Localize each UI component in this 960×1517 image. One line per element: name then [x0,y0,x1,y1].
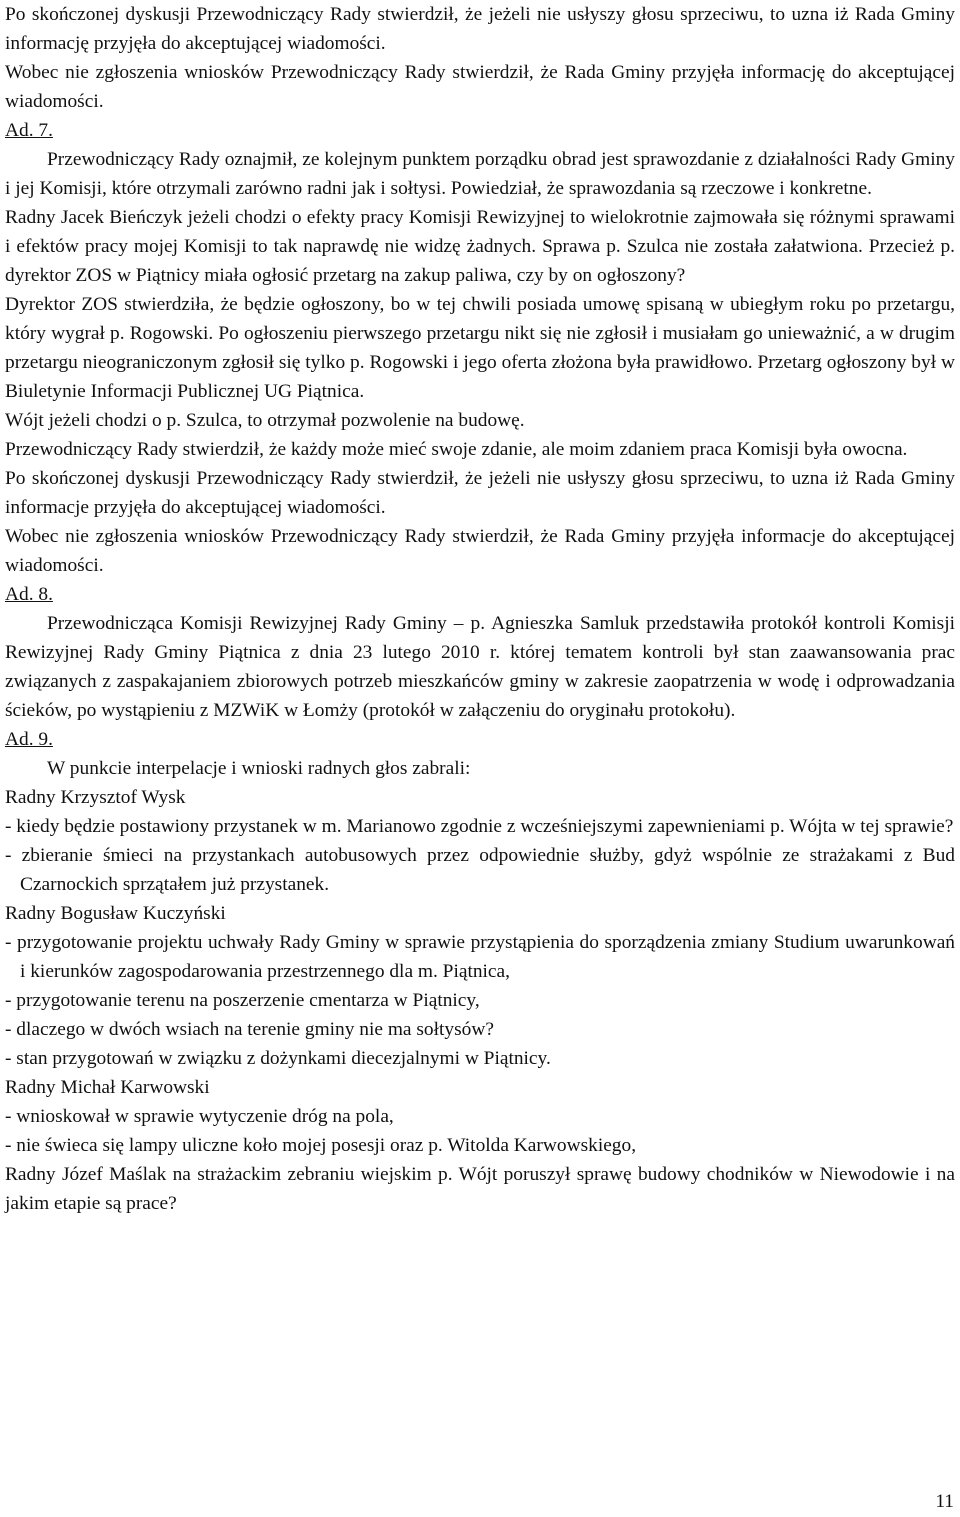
paragraph: Wójt jeżeli chodzi o p. Szulca, to otrzymał pozwolenie na budowę. [5,410,525,431]
paragraph: Po skończonej dyskusji Przewodniczący Rady stwierdził, że jeżeli nie usłyszy głosu sprzeciwu, to uzna iż Rada Gminy informację przyjęła do akceptującej wiadomości. [5,4,955,54]
list-item: - nie świeca się lampy uliczne koło mojej posesji oraz p. Witolda Karwowskiego, [5,1135,637,1156]
list-item: - dlaczego w dwóch wsiach na terenie gminy nie ma sołtysów? [5,1019,494,1040]
paragraph: Wobec nie zgłoszenia wniosków Przewodniczący Rady stwierdził, że Rada Gminy przyjęła informację do akceptującej wiadomości. [5,62,955,112]
list-item: - przygotowanie projektu uchwały Rady Gminy w sprawie przystąpienia do sporządzenia zmiany Studium uwarunkowań i kierunków zagospodarowania przestrzennego dla m. Piątnica, [5,932,955,982]
list-item: - wnioskował w sprawie wytyczenie dróg na pola, [5,1106,394,1127]
paragraph: W punkcie interpelacje i wnioski radnych głos zabrali: [47,758,471,779]
paragraph: Dyrektor ZOS stwierdziła, że będzie ogłoszony, bo w tej chwili posiada umowę spisaną w ubiegłym roku po przetargu, który wygrał p. Rogowski. Po ogłoszeniu pierwszego przetargu nikt się nie zgłosił i musiałam go unieważnić, a w drugim przetargu nieograniczonym zgłosił się tylko p. Rogowski i jego oferta złożona była prawidłowo. Przetarg ogłoszony był w Biuletynie Informacji Publicznej UG Piątnica. [5,294,955,402]
agenda-item-heading: Ad. 9. [5,729,53,750]
paragraph: Po skończonej dyskusji Przewodniczący Rady stwierdził, że jeżeli nie usłyszy głosu sprzeciwu, to uzna iż Rada Gminy informacje przyjęła do akceptującej wiadomości. [5,468,955,518]
agenda-item-heading: Ad. 7. [5,120,53,141]
list-item: - przygotowanie terenu na poszerzenie cmentarza w Piątnicy, [5,990,480,1011]
list-item: - zbieranie śmieci na przystankach autobusowych przez odpowiednie służby, gdyż wspólnie ze strażakami z Bud Czarnockich sprzątałem już przystanek. [5,845,955,895]
paragraph: Radny Jacek Bieńczyk jeżeli chodzi o efekty pracy Komisji Rewizyjnej to wielokrotnie zajmowała się różnymi sprawami i efektów pracy mojej Komisji to tak naprawdę nie widzę żadnych. Sprawa p. Szulca nie została załatwiona. Przecież p. dyrektor ZOS w Piątnicy miała ogłosić przetarg na zakup paliwa, czy by on ogłoszony? [5,207,955,286]
paragraph: Wobec nie zgłoszenia wniosków Przewodniczący Rady stwierdził, że Rada Gminy przyjęła informacje do akceptującej wiadomości. [5,526,955,576]
paragraph: Przewodniczący Rady oznajmił, ze kolejnym punktem porządku obrad jest sprawozdanie z działalności Rady Gminy i jej Komisji, które otrzymali zarówno radni jak i sołtysi. Powiedział, że sprawozdania są rzeczowe i konkretne. [5,149,955,199]
speaker-name: Radny Bogusław Kuczyński [5,903,226,924]
speaker-name: Radny Michał Karwowski [5,1077,210,1098]
paragraph: Przewodnicząca Komisji Rewizyjnej Rady Gminy – p. Agnieszka Samluk przedstawiła protokół kontroli Komisji Rewizyjnej Rady Gminy Piątnica z dnia 23 lutego 2010 r. której tematem kontroli był stan zaawansowania prac związanych z zaspakajaniem zbiorowych potrzeb mieszkańców gminy w zakresie zaopatrzenia w wodę i odprowadzania ścieków, po wystąpieniu z MZWiK w Łomży (protokół w załączeniu do oryginału protokołu). [5,613,955,721]
paragraph: Radny Józef Maślak na strażackim zebraniu wiejskim p. Wójt poruszył sprawę budowy chodników w Niewodowie i na jakim etapie są prace? [5,1164,955,1214]
list-item: - kiedy będzie postawiony przystanek w m. Marianowo zgodnie z wcześniejszymi zapewnieniami p. Wójta w tej sprawie? [5,816,954,837]
agenda-item-heading: Ad. 8. [5,584,53,605]
page-number: 11 [935,1491,954,1512]
list-item: - stan przygotowań w związku z dożynkami diecezjalnymi w Piątnicy. [5,1048,551,1069]
document-page [5,0,955,1218]
paragraph: Przewodniczący Rady stwierdził, że każdy może mieć swoje zdanie, ale moim zdaniem praca Komisji była owocna. [5,439,908,460]
speaker-name: Radny Krzysztof Wysk [5,787,186,808]
